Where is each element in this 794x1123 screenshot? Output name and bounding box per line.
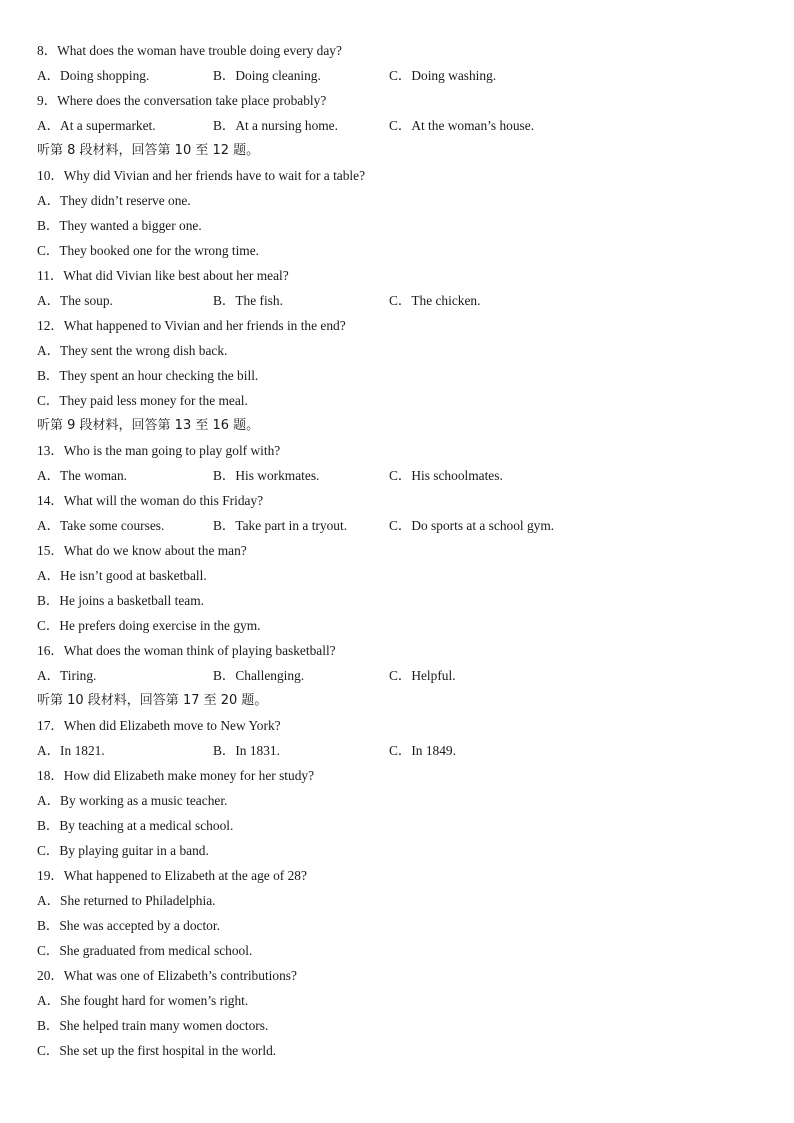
option-row	[37, 113, 777, 138]
question-text: 18．How did Elizabeth make money for her study?	[37, 768, 315, 783]
question-text: 11．What did Vivian like best about her meal?	[37, 268, 289, 283]
answer-option: B．Doing cleaning.	[213, 68, 321, 83]
answer-option: C．At the woman’s house.	[389, 118, 535, 133]
answer-option: A．Tiring.	[37, 668, 97, 683]
answer-option: C．They booked one for the wrong time.	[37, 243, 260, 258]
option-row	[37, 738, 777, 763]
answer-option: B．They wanted a bigger one.	[37, 218, 202, 233]
question-text: 17．When did Elizabeth move to New York?	[37, 718, 281, 733]
answer-option: C．In 1849.	[389, 743, 456, 758]
answer-option: C．She graduated from medical school.	[37, 943, 253, 958]
section-instruction: 听第 10 段材料，回答第 17 至 20 题。	[37, 693, 268, 708]
answer-option: A．She returned to Philadelphia.	[37, 893, 216, 908]
section-instruction: 听第 9 段材料，回答第 13 至 16 题。	[37, 418, 260, 433]
answer-option: A．The woman.	[37, 468, 127, 483]
answer-option: A．They didn’t reserve one.	[37, 193, 191, 208]
answer-option: C．His schoolmates.	[389, 468, 503, 483]
answer-option: C．He prefers doing exercise in the gym.	[37, 618, 261, 633]
answer-option: B．At a nursing home.	[213, 118, 338, 133]
answer-option: C．She set up the first hospital in the world.	[37, 1043, 277, 1058]
question-text: 20．What was one of Elizabeth’s contributions?	[37, 968, 297, 983]
answer-option: B．Challenging.	[213, 668, 305, 683]
question-text: 14．What will the woman do this Friday?	[37, 493, 264, 508]
answer-option: C．Doing washing.	[389, 68, 497, 83]
answer-option: A．They sent the wrong dish back.	[37, 343, 228, 358]
answer-option: A．By working as a music teacher.	[37, 793, 228, 808]
answer-option: B．They spent an hour checking the bill.	[37, 368, 259, 383]
answer-option: B．His workmates.	[213, 468, 320, 483]
question-text: 8．What does the woman have trouble doing every day?	[37, 43, 342, 58]
answer-option: A．Take some courses.	[37, 518, 165, 533]
answer-option: C．By playing guitar in a band.	[37, 843, 209, 858]
question-text: 19．What happened to Elizabeth at the age of 28?	[37, 868, 307, 883]
exam-page	[37, 38, 777, 1063]
answer-option: B．The fish.	[213, 293, 283, 308]
option-row	[37, 513, 777, 538]
option-row	[37, 288, 777, 313]
answer-option: A．Doing shopping.	[37, 68, 150, 83]
answer-option: A．She fought hard for women’s right.	[37, 993, 249, 1008]
question-text: 15．What do we know about the man?	[37, 543, 247, 558]
answer-option: C．They paid less money for the meal.	[37, 393, 248, 408]
answer-option: C．The chicken.	[389, 293, 481, 308]
section-instruction: 听第 8 段材料，回答第 10 至 12 题。	[37, 143, 260, 158]
answer-option: B．She was accepted by a doctor.	[37, 918, 220, 933]
question-text: 9．Where does the conversation take place probably?	[37, 93, 327, 108]
option-row	[37, 663, 777, 688]
answer-option: A．He isn’t good at basketball.	[37, 568, 207, 583]
answer-option: C．Helpful.	[389, 668, 456, 683]
answer-option: B．By teaching at a medical school.	[37, 818, 234, 833]
answer-option: A．In 1821.	[37, 743, 105, 758]
option-row	[37, 63, 777, 88]
option-row	[37, 463, 777, 488]
answer-option: B．In 1831.	[213, 743, 280, 758]
answer-option: B．She helped train many women doctors.	[37, 1018, 269, 1033]
answer-option: A．At a supermarket.	[37, 118, 156, 133]
question-text: 16．What does the woman think of playing basketball?	[37, 643, 336, 658]
answer-option: A．The soup.	[37, 293, 113, 308]
answer-option: B．Take part in a tryout.	[213, 518, 348, 533]
question-text: 12．What happened to Vivian and her friends in the end?	[37, 318, 346, 333]
answer-option: B．He joins a basketball team.	[37, 593, 204, 608]
answer-option: C．Do sports at a school gym.	[389, 518, 555, 533]
question-text: 10．Why did Vivian and her friends have to wait for a table?	[37, 168, 366, 183]
question-text: 13．Who is the man going to play golf with?	[37, 443, 281, 458]
